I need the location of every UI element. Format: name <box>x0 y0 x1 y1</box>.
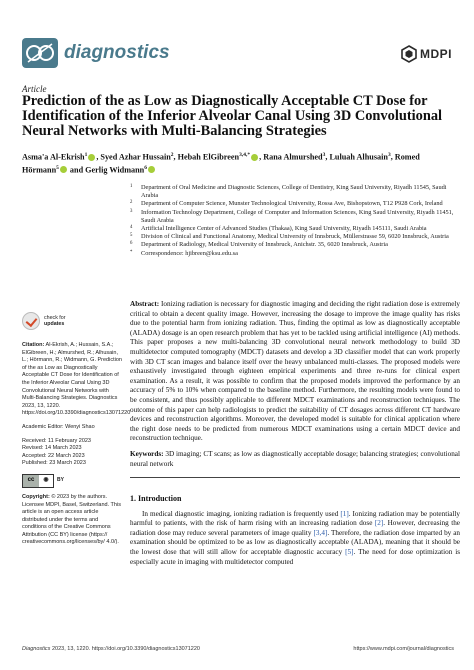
author-name[interactable]: Romed Hörmann <box>22 152 420 175</box>
reference-link[interactable]: [3,4] <box>313 528 328 537</box>
intro-text: . The need for dose optimization is especially acute in imaging with multidetector computed <box>130 548 461 566</box>
mdpi-hex-icon <box>401 45 417 63</box>
reference-link[interactable]: [1] <box>340 509 349 518</box>
author-name[interactable]: Asma'a Al-Ekrish <box>22 152 85 162</box>
check-updates-line1: check for <box>44 314 66 321</box>
affiliation-number: 6 <box>130 241 133 247</box>
check-updates-icon <box>22 312 40 330</box>
footer-doi[interactable]: 2023, 13, 1220. https://doi.org/10.3390/diagnostics13071220 <box>51 646 200 652</box>
revised-date: Revised: 14 March 2023 <box>22 445 82 452</box>
reference-link[interactable]: [2] <box>374 519 384 528</box>
page-footer <box>22 646 454 652</box>
keywords-label: Keywords: <box>130 449 164 458</box>
article-sidebar <box>22 310 131 547</box>
abstract <box>130 300 460 444</box>
affiliation-text: Department of Radiology, Medical University of Innsbruck, Anichstr. 35, 6020 Innsbruck, Austria <box>141 241 388 249</box>
correspondence-text[interactable]: Correspondence: hjibreen@ksu.edu.sa <box>141 249 238 257</box>
journal-header <box>22 38 452 72</box>
article-main <box>130 300 460 567</box>
intro-text: . However, decreasing the radiation dose may reduce several parameters of image quality <box>130 519 460 537</box>
affiliation-item <box>130 233 460 241</box>
keywords <box>130 450 460 478</box>
citation-text[interactable]: Al-Ekrish, A.; Hussain, S.A.; ElGibreen, H.; Almurshed, R.; Alhusain, L.; Hörmann, R.; Widmann, G. Prediction of the as Low as Diagnostically Acceptable CT Dose for Identification of the Inferior Alveolar Canal Using 3D Convolutional Neural Networks with Multi-Balancing Strategies. Diagnostics 2023, 13, 1220. https://doi.org/10.3390/diagnostics13071220 <box>22 342 131 417</box>
check-updates-line2: updates <box>44 321 65 327</box>
affiliation-item <box>130 241 460 249</box>
author-affil-sup: 2 <box>170 152 174 158</box>
orcid-icon[interactable] <box>88 154 95 161</box>
cc-mark-icon: cc <box>23 475 39 487</box>
keywords-text: 3D imaging; CT scans; as low as diagnostically acceptable dosage; balancing strategies; convolutional neural network <box>130 449 460 468</box>
affiliation-number: 2 <box>130 200 133 206</box>
copyright-text: © 2023 by the authors. Licensee MDPI, Basel, Switzerland. This article is an open access article distributed under the terms and conditions of the Creative Commons Attribution (CC BY) license (https:// creativecommons.org/licenses/by/ 4.0/). <box>22 493 121 546</box>
intro-paragraph <box>130 510 460 568</box>
affiliation-text: Department of Computer Science, Munster Technological University, Rossa Ave, Bishopstown, T12 P928 Cork, Ireland <box>141 200 443 208</box>
intro-text: In medical diagnostic imaging, ionizing radiation is frequently used <box>142 509 339 518</box>
orcid-icon[interactable] <box>251 154 258 161</box>
citation-label: Citation: <box>22 342 45 348</box>
author-name[interactable]: Syed Azhar Hussain <box>100 152 171 162</box>
academic-editor: Academic Editor: Wenyi Shao <box>22 423 95 430</box>
author-list: Asma'a Al-Ekrish$^1$ , Syed Azhar Hussain$^2$, Hebah ElGibreen$^{3,4,*}$ , Rana Almurshed$^3$, Luluah Alhusain$^3$, Romed Hörmann$^5$ and Gerlig Widmann$^6$ <box>22 152 420 175</box>
check-updates-label <box>44 315 66 328</box>
orcid-icon[interactable] <box>60 166 67 173</box>
journal-name: diagnostics <box>64 42 170 63</box>
author-name[interactable]: Hebah ElGibreen <box>177 152 240 162</box>
affiliation-item <box>130 200 460 208</box>
cc-license-badge[interactable] <box>22 474 122 488</box>
footer-journal-url[interactable]: https://www.mdpi.com/journal/diagnostics <box>353 646 454 652</box>
affiliation-item <box>130 209 460 225</box>
accepted-date: Accepted: 22 March 2023 <box>22 452 85 459</box>
section-heading: 1. Introduction <box>130 494 182 504</box>
author-affil-sup: 5 <box>56 164 59 171</box>
author-affil-sup: 3 <box>322 152 326 158</box>
affiliation-text: Information Technology Department, College of Computer and Information Sciences, King Saud University, Riyadh 11451, Saudi Arabia <box>141 208 454 224</box>
affiliation-number: 1 <box>130 184 133 189</box>
cc-logo-icon <box>22 474 54 488</box>
affiliation-number: 4 <box>130 225 133 231</box>
footer-citation <box>22 646 200 652</box>
cc-person-icon: ◉ <box>39 475 53 487</box>
affiliation-item <box>130 184 460 200</box>
author-name[interactable]: Gerlig Widmann <box>85 165 145 175</box>
intro-text: . Therefore, the radiation dose imparted by an examination should be optimized to be as low as diagnostically acceptable (ALADA), meaning that it should be the lowest dose that will still allow for acceptable diagnostic accuracy <box>130 528 461 557</box>
check-for-updates-button[interactable] <box>22 310 122 332</box>
article-title: Prediction of the as Low as Diagnostically Acceptable CT Dose for Identification of the Inferior Alveolar Canal Using 3D Convolutional Neural Networks with Multi-Balancing Strategies <box>22 93 443 139</box>
correspondence <box>130 250 460 258</box>
orcid-icon[interactable] <box>148 166 155 173</box>
author-affil-sup: 1 <box>84 152 88 158</box>
footer-journal: Diagnostics <box>22 646 51 652</box>
journal-logo-icon <box>22 38 58 68</box>
abstract-text: Ionizing radiation is necessary for diagnostic imaging and deciding the right radiation dose is extremely critical to obtain a decent quality image. However, increasing the dosage to improve the image quality has risks due to the potential harm from ionizing radiation. Thus, finding the optimal as low as diagnostically acceptable (ALADA) dosage is an open research problem that has yet to be tackled using artificial intelligence (AI) methods. This paper proposes a new multi-balancing 3D convolutional neural network methodology to build 3D multidetector computed tomography (MDCT) datasets and develop a 3D classifier model that can work properly with 3D CT scan images and balance itself over the heavy unbalanced multi-classes. The proposed models were exhaustively investigated through eighteen empirical experiments and three re-runs for clinical expert examination. As a result, it was possible to confirm that the proposed models improved the performance by an accuracy of 5% to 10% when compared to the baseline method. Furthermore, the resulting models were found to be consistent, and thus possibly applicable to different MDCT examinations and reconstruction techniques. The outcome of this paper can help radiologists to predict the suitability of CT dosages across different CT hardware devices and reconstruction algorithms. Moreover, the developed model is suitable for clinical application where the right dose needs to be predicted from numerous MDCT examinations using a certain MDCT device and reconstruction technique. <box>130 300 460 443</box>
affiliation-number: 5 <box>130 233 133 239</box>
publisher-logo <box>401 44 452 64</box>
author-name[interactable]: Rana Almurshed <box>263 152 323 162</box>
affiliation-text: Division of Clinical and Functional Anatomy, Medical University of Innsbruck, Müllerstrasse 59, 6020 Innsbruck, Austria <box>141 233 449 241</box>
copyright-label: Copyright: <box>22 493 50 500</box>
received-date: Received: 11 February 2023 <box>22 437 91 444</box>
intro-text: . Ionizing radiation may be potentially harmful to patients, with the risk of harm rising with an increasing radiation dose <box>130 509 460 528</box>
affiliation-number: * <box>130 249 133 255</box>
cc-by-tag: BY <box>57 477 64 484</box>
author-affil-sup: 3 <box>387 152 391 158</box>
article-type: Article <box>22 84 47 94</box>
copyright-block <box>22 494 122 547</box>
published-date: Published: 23 March 2023 <box>22 460 86 467</box>
affiliation-item <box>130 225 460 233</box>
citation-block <box>22 342 131 418</box>
reference-link[interactable]: [5] <box>345 548 354 557</box>
affiliation-list <box>130 184 460 258</box>
publisher-name: MDPI <box>420 47 452 61</box>
author-name[interactable]: Luluah Alhusain <box>329 152 388 162</box>
affiliation-text: Department of Oral Medicine and Diagnostic Sciences, College of Dentistry, King Saud University, Riyadh 11545, Saudi Arabia <box>141 184 447 200</box>
affiliation-number: 3 <box>130 208 133 214</box>
author-affil-sup: 6 <box>144 164 147 171</box>
affiliation-text: Artificial Intelligence Center of Advanced Studies (Thakaa), King Saud University, Riyadh 145111, Saudi Arabia <box>141 225 427 233</box>
abstract-label: Abstract: <box>130 300 160 308</box>
author-affil-sup: 3,4,* <box>239 152 251 158</box>
